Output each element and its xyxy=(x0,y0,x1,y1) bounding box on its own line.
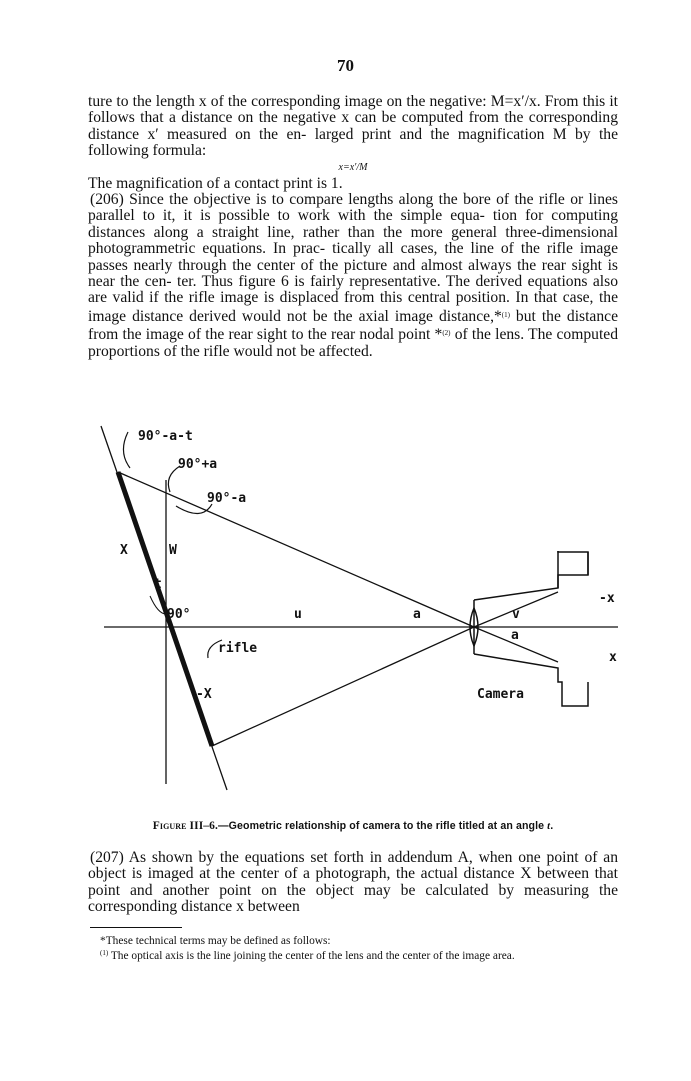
label-90-minus-a: 90°-a xyxy=(207,491,247,506)
camera-body-top xyxy=(474,551,588,600)
paragraph-206-text-b: but the distance from the image of the rear sight to the rear nodal point * xyxy=(88,307,618,344)
footnote-ref-1: (1) xyxy=(501,310,510,319)
label-90-plus-a: 90°+a xyxy=(178,457,218,472)
footnote-intro: *These technical terms may be defined as follows: xyxy=(100,935,331,947)
footnote-1-text: The optical axis is the line joining the center of the lens and the center of the image area. xyxy=(108,950,515,963)
paragraph-contact-print: The magnification of a contact print is 1. xyxy=(88,174,343,192)
paragraph-magnification: ture to the length x of the corresponding image on the negative: M=x′/x. From this it follows that a distance on the negative x can be computed from the corresponding distance x′ measured on the en- larged print and the magnification M by the following formula: xyxy=(88,93,618,160)
footnotes xyxy=(88,935,618,963)
label-a-left: a xyxy=(413,607,421,622)
body-text-lower xyxy=(88,850,618,916)
figure-caption xyxy=(88,820,618,832)
label-x: x xyxy=(609,650,617,665)
label-u: u xyxy=(294,607,302,622)
label-X: X xyxy=(120,543,128,558)
formula: x=x′/M xyxy=(338,161,368,173)
paragraph-206 xyxy=(88,192,618,360)
footnote-1 xyxy=(88,947,618,962)
label-90-a-t: 90°-a-t xyxy=(138,429,193,444)
caption-variable: t xyxy=(547,821,551,832)
label-minus-X: -X xyxy=(196,687,212,702)
label-t: t xyxy=(154,577,162,592)
page-number: 70 xyxy=(337,56,354,75)
label-camera: Camera xyxy=(477,687,524,702)
label-90: 90° xyxy=(167,607,191,622)
figure-camera-rifle-geometry xyxy=(0,418,691,810)
label-v: v xyxy=(512,607,520,622)
label-W: W xyxy=(169,543,177,558)
footnote-ref-2: (2) xyxy=(442,329,451,338)
caption-lead: Figure III–6. xyxy=(152,820,218,832)
caption-end: . xyxy=(550,820,554,832)
paragraph-207: (207) As shown by the equations set forth in addendum A, when one point of an object is imaged at the center of a photograph, the actual distance X between that point and another point on the object may be calculated by measuring the corresponding distance x between xyxy=(88,849,618,916)
angle-arc-a-t xyxy=(123,432,130,468)
footnote-1-marker: (1) xyxy=(100,949,109,958)
geometry-diagram xyxy=(0,418,691,810)
body-text-upper xyxy=(88,94,618,360)
label-a-right: a xyxy=(511,628,519,643)
paragraph-206-text-a: (206) Since the objective is to compare lengths along the bore of the rifle or lines parallel to it, it is possible to work with the simple equa- tion for computing distances along a straight line, rather than the more general three-dimensional photogrammetric equations. In prac- tically all cases, the line of the rifle image passes nearly through the center of the picture and almost always the rear sight is near the cen- ter. Thus figure 6 is fairly representative. The derived equations also are valid if the rifle image is displaced from this central position. In that case, the image distance derived would not be the axial image distance,* xyxy=(88,191,618,325)
label-rifle: rifle xyxy=(218,641,258,656)
paragraph-206-text-c: of the lens. The computed proportions of the rifle would not be affected. xyxy=(88,326,618,360)
footnote-divider xyxy=(90,927,182,928)
caption-body: —Geometric relationship of camera to the rifle titled at an angle xyxy=(217,820,548,832)
label-minus-x: -x xyxy=(599,591,615,606)
